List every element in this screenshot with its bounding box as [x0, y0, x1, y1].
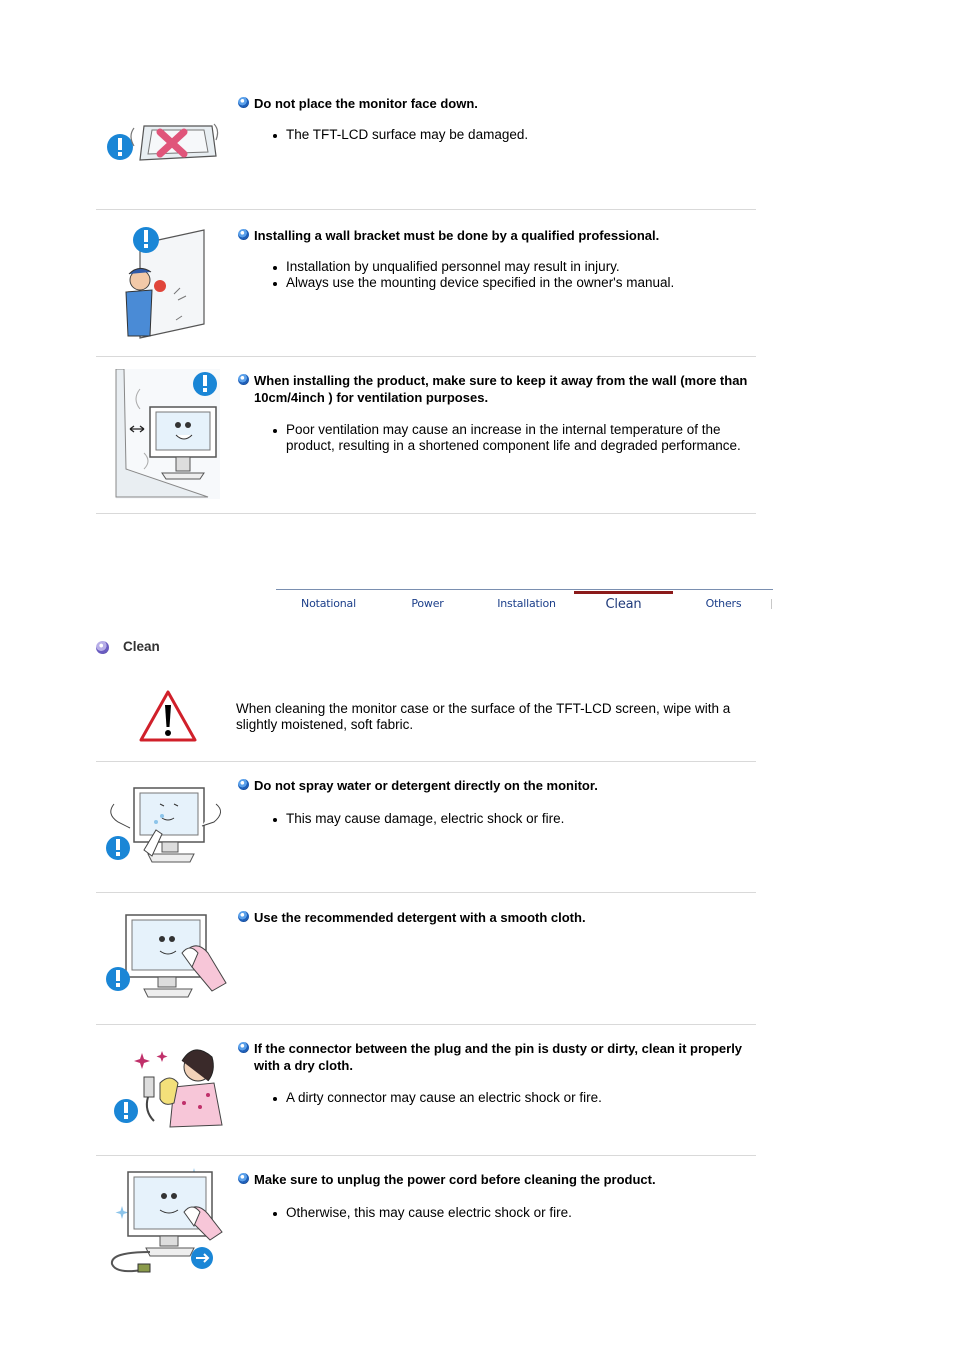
caution-intro — [96, 680, 756, 761]
item-heading: If the connector between the plug and the pin is dusty or dirty, clean it properly with a dry cloth. — [238, 1040, 748, 1074]
spray-monitor-illustration — [104, 784, 230, 872]
tab-bar-line — [276, 589, 773, 590]
wipe-monitor-cloth-illustration — [104, 909, 230, 1003]
tab-others[interactable]: Others — [705, 597, 742, 610]
item-heading: Do not place the monitor face down. — [238, 95, 748, 112]
clean-connector-illustration — [104, 1047, 230, 1131]
section-title: Clean — [96, 639, 160, 654]
divider — [96, 513, 756, 514]
clean-item-detergent — [96, 893, 756, 1024]
item-heading: Make sure to unplug the power cord before cleaning the product. — [238, 1171, 748, 1188]
blue-bullet-icon — [238, 911, 249, 922]
caution-triangle-icon — [138, 689, 198, 743]
purple-bullet-icon — [96, 641, 109, 654]
blue-bullet-icon — [238, 779, 249, 790]
clean-item-no-spray — [96, 762, 756, 892]
blue-bullet-icon — [238, 229, 249, 240]
blue-bullet-icon — [238, 374, 249, 385]
clean-item-connector — [96, 1025, 756, 1155]
warning-item-face-down — [96, 88, 756, 209]
item-heading: Installing a wall bracket must be done by a qualified professional. — [238, 227, 748, 244]
warning-item-wall-bracket — [96, 210, 756, 356]
bullet-list — [272, 1205, 742, 1221]
list-item: The TFT-LCD surface may be damaged. — [272, 127, 742, 143]
item-heading: Use the recommended detergent with a smooth cloth. — [238, 909, 748, 926]
list-item: A dirty connector may cause an electric shock or fire. — [272, 1090, 742, 1106]
blue-bullet-icon — [238, 1042, 249, 1053]
warning-item-ventilation — [96, 357, 756, 513]
list-item: This may cause damage, electric shock or fire. — [272, 811, 742, 827]
tab-notational[interactable]: Notational — [301, 597, 356, 610]
tab-installation[interactable]: Installation — [497, 597, 556, 610]
tab-clean[interactable]: Clean — [574, 591, 673, 617]
bullet-list — [272, 811, 742, 827]
bullet-list — [272, 259, 742, 291]
section-tab-bar — [276, 589, 773, 619]
tab-bar-separator — [771, 599, 772, 609]
unplug-power-cord-illustration — [104, 1166, 230, 1276]
list-item: Installation by unqualified personnel may result in injury. — [272, 259, 742, 275]
bullet-list — [272, 127, 742, 143]
item-heading: Do not spray water or detergent directly on the monitor. — [238, 777, 748, 794]
ventilation-distance-illustration — [104, 369, 220, 499]
blue-bullet-icon — [238, 97, 249, 108]
blue-bullet-icon — [238, 1173, 249, 1184]
wall-bracket-installer-illustration — [104, 224, 214, 340]
tab-power[interactable]: Power — [411, 597, 444, 610]
clean-item-unplug — [96, 1156, 756, 1286]
monitor-face-down-illustration — [104, 116, 224, 172]
bullet-list — [272, 422, 742, 454]
item-heading: When installing the product, make sure to keep it away from the wall (more than 10cm/4inch ) for ventilation purposes. — [238, 372, 748, 406]
list-item: Poor ventilation may cause an increase in the internal temperature of the product, resulting in a shortened component life and degraded performance. — [272, 422, 742, 454]
list-item: Always use the mounting device specified in the owner's manual. — [272, 275, 742, 291]
list-item: Otherwise, this may cause electric shock or fire. — [272, 1205, 742, 1221]
bullet-list — [272, 1090, 742, 1106]
intro-text: When cleaning the monitor case or the surface of the TFT-LCD screen, wipe with a slightly moistened, soft fabric. — [236, 701, 731, 732]
